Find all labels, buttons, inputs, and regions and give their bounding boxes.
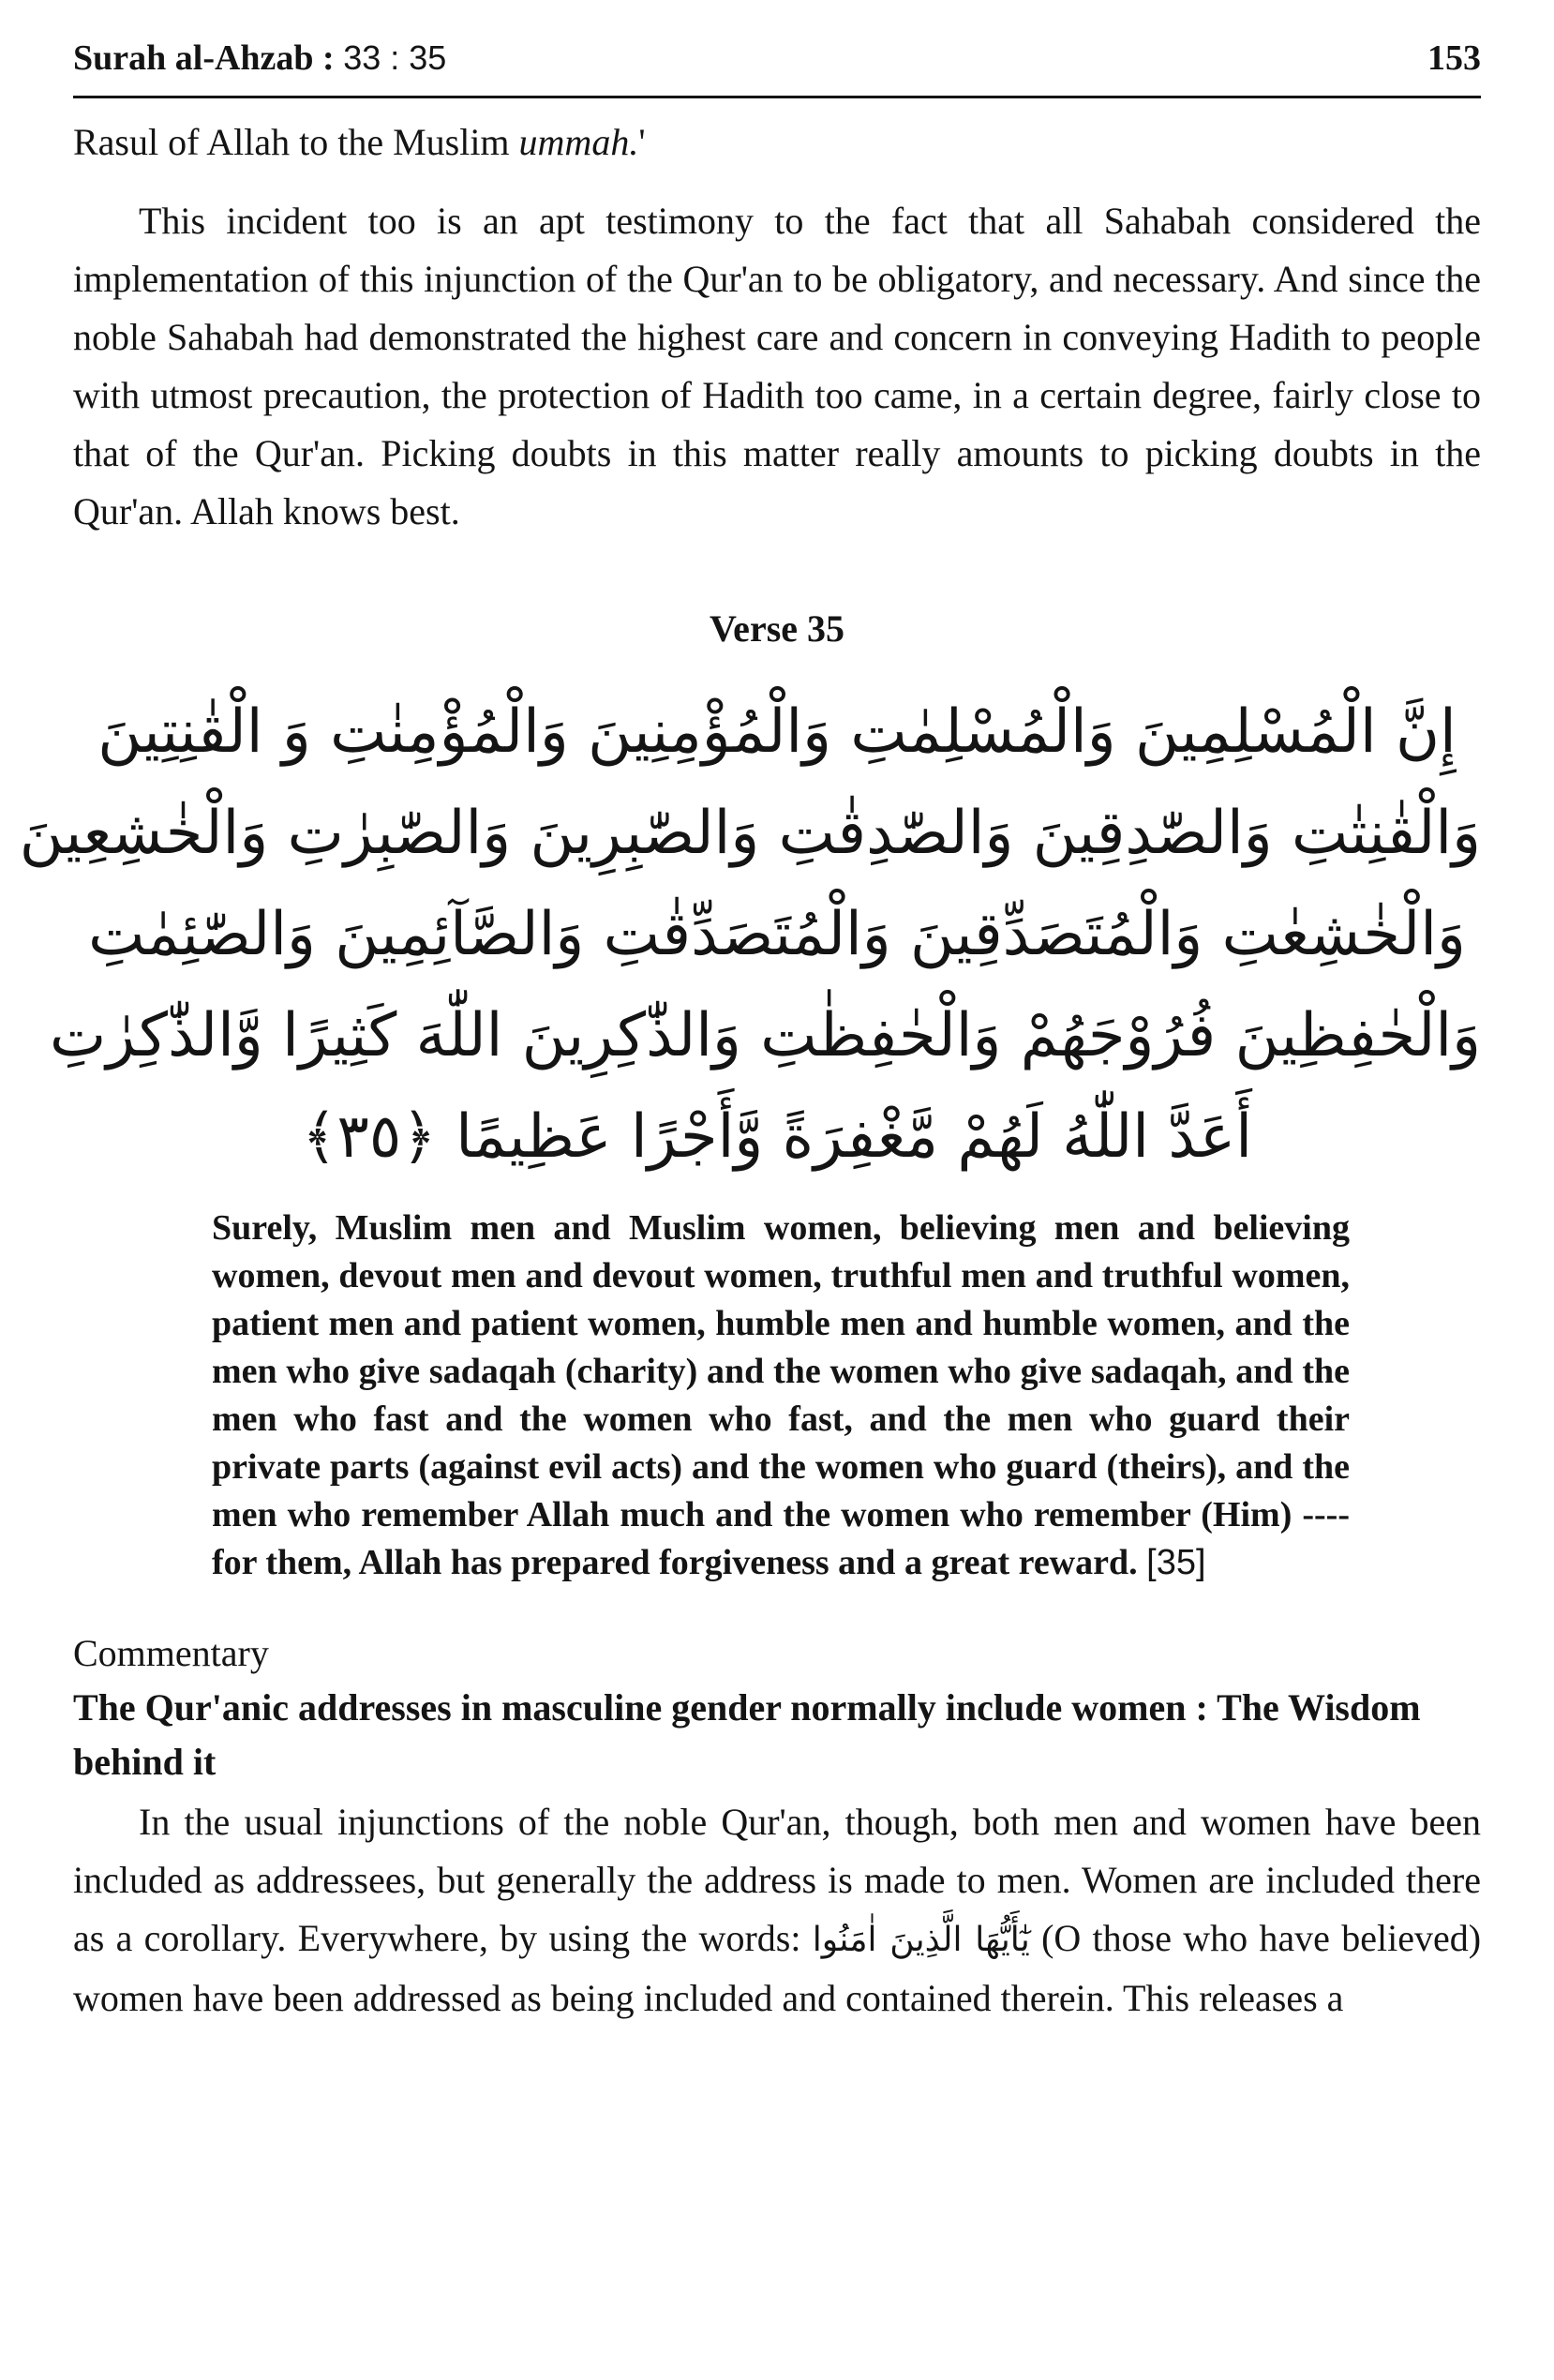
arabic-line-5: أَعَدَّ اللّٰهُ لَهُمْ مَّغْفِرَةً وَّأَجْرًا عَظِيمًا ﴿٣٥﴾ — [302, 1102, 1252, 1172]
arabic-line-4: وَالْحٰفِظِينَ فُرُوْجَهُمْ وَالْحٰفِظٰتِ وَالذّٰكِرِينَ اللّٰهَ كَثِيرًا وَّالذّٰكِرٰتِ — [49, 1001, 1481, 1070]
arabic-line-3: وَالْخٰشِعٰتِ وَالْمُتَصَدِّقِينَ وَالْمُتَصَدِّقٰتِ وَالصَّآئِمِينَ وَالصّٰئِمٰتِ — [88, 900, 1466, 969]
verse-reference: 33 : 35 — [343, 38, 447, 77]
verse-title: Verse 35 — [709, 607, 845, 650]
commentary-text-after: (O those who have believed) women have been addressed as being included and contained therein. This releases a — [73, 1917, 1482, 2019]
arabic-verse-block — [19, 681, 1481, 1188]
verse-translation — [212, 1205, 1350, 1587]
header-title — [73, 37, 446, 79]
carry-over-quote: ' — [638, 121, 646, 163]
commentary-subheading: The Qur'anic addresses in masculine gender normally include women : The Wisdom behind it — [73, 1686, 1421, 1783]
carry-over-text: Rasul of Allah to the Muslim — [73, 121, 510, 163]
carry-over-paragraph — [73, 113, 1481, 172]
running-header — [73, 37, 1481, 98]
main-paragraph: This incident too is an apt testimony to the fact that all Sahabah considered the implementation of this injunction of the Qur'an to be obligatory, and necessary. And since the noble Sahabah had demonstrated the highest care and concern in conveying Hadith to people with utmost precaution, the protection of Hadith too came, in a certain degree, fairly close to that of the Qur'an. Picking doubts in this matter really amounts to picking doubts in the Qur'an. Allah knows best. — [73, 200, 1481, 532]
arabic-line-1: إِنَّ الْمُسْلِمِينَ وَالْمُسْلِمٰتِ وَالْمُؤْمِنِينَ وَالْمُؤْمِنٰتِ وَ الْقٰنِتِينَ — [97, 697, 1457, 767]
commentary-paragraph — [73, 1793, 1481, 2028]
translation-text: Surely, Muslim men and Muslim women, believing men and believing women, devout men and devout women, truthful men and truthful women, patient men and patient women, humble men and humble women, and the men who give sadaqah (charity) and the women who give sadaqah, and the men who fast and the women who fast, and the men who guard their private parts (against evil acts) and the women who guard (theirs), and the men who remember Allah much and the women who remember (Him) ---- for them, Allah has prepared forgiveness and a great reward. — [212, 1208, 1350, 1582]
surah-name: Surah al-Ahzab : — [73, 38, 335, 78]
translation-verse-number: [35] — [1146, 1543, 1206, 1582]
commentary-heading: Commentary — [73, 1632, 269, 1674]
carry-over-italic: ummah. — [518, 121, 639, 163]
inline-arabic-phrase: يٰٓأَيُّهَا الَّذِينَ اٰمَنُوا — [812, 1921, 1030, 1959]
page-number: 153 — [1427, 38, 1481, 78]
book-page — [19, 37, 1482, 2362]
arabic-line-2: وَالْقٰنِتٰتِ وَالصّٰدِقِينَ وَالصّٰدِقٰتِ وَالصّٰبِرِينَ وَالصّٰبِرٰتِ وَالْخٰشِعِينَ — [19, 799, 1481, 868]
commentary-text-before: In the usual injunctions of the noble Qur'an, though, both men and women have been included as addressees, but generally the address is made to men. Women are included there as a corollary. Everywhere, by using the words: — [73, 1801, 1481, 1959]
